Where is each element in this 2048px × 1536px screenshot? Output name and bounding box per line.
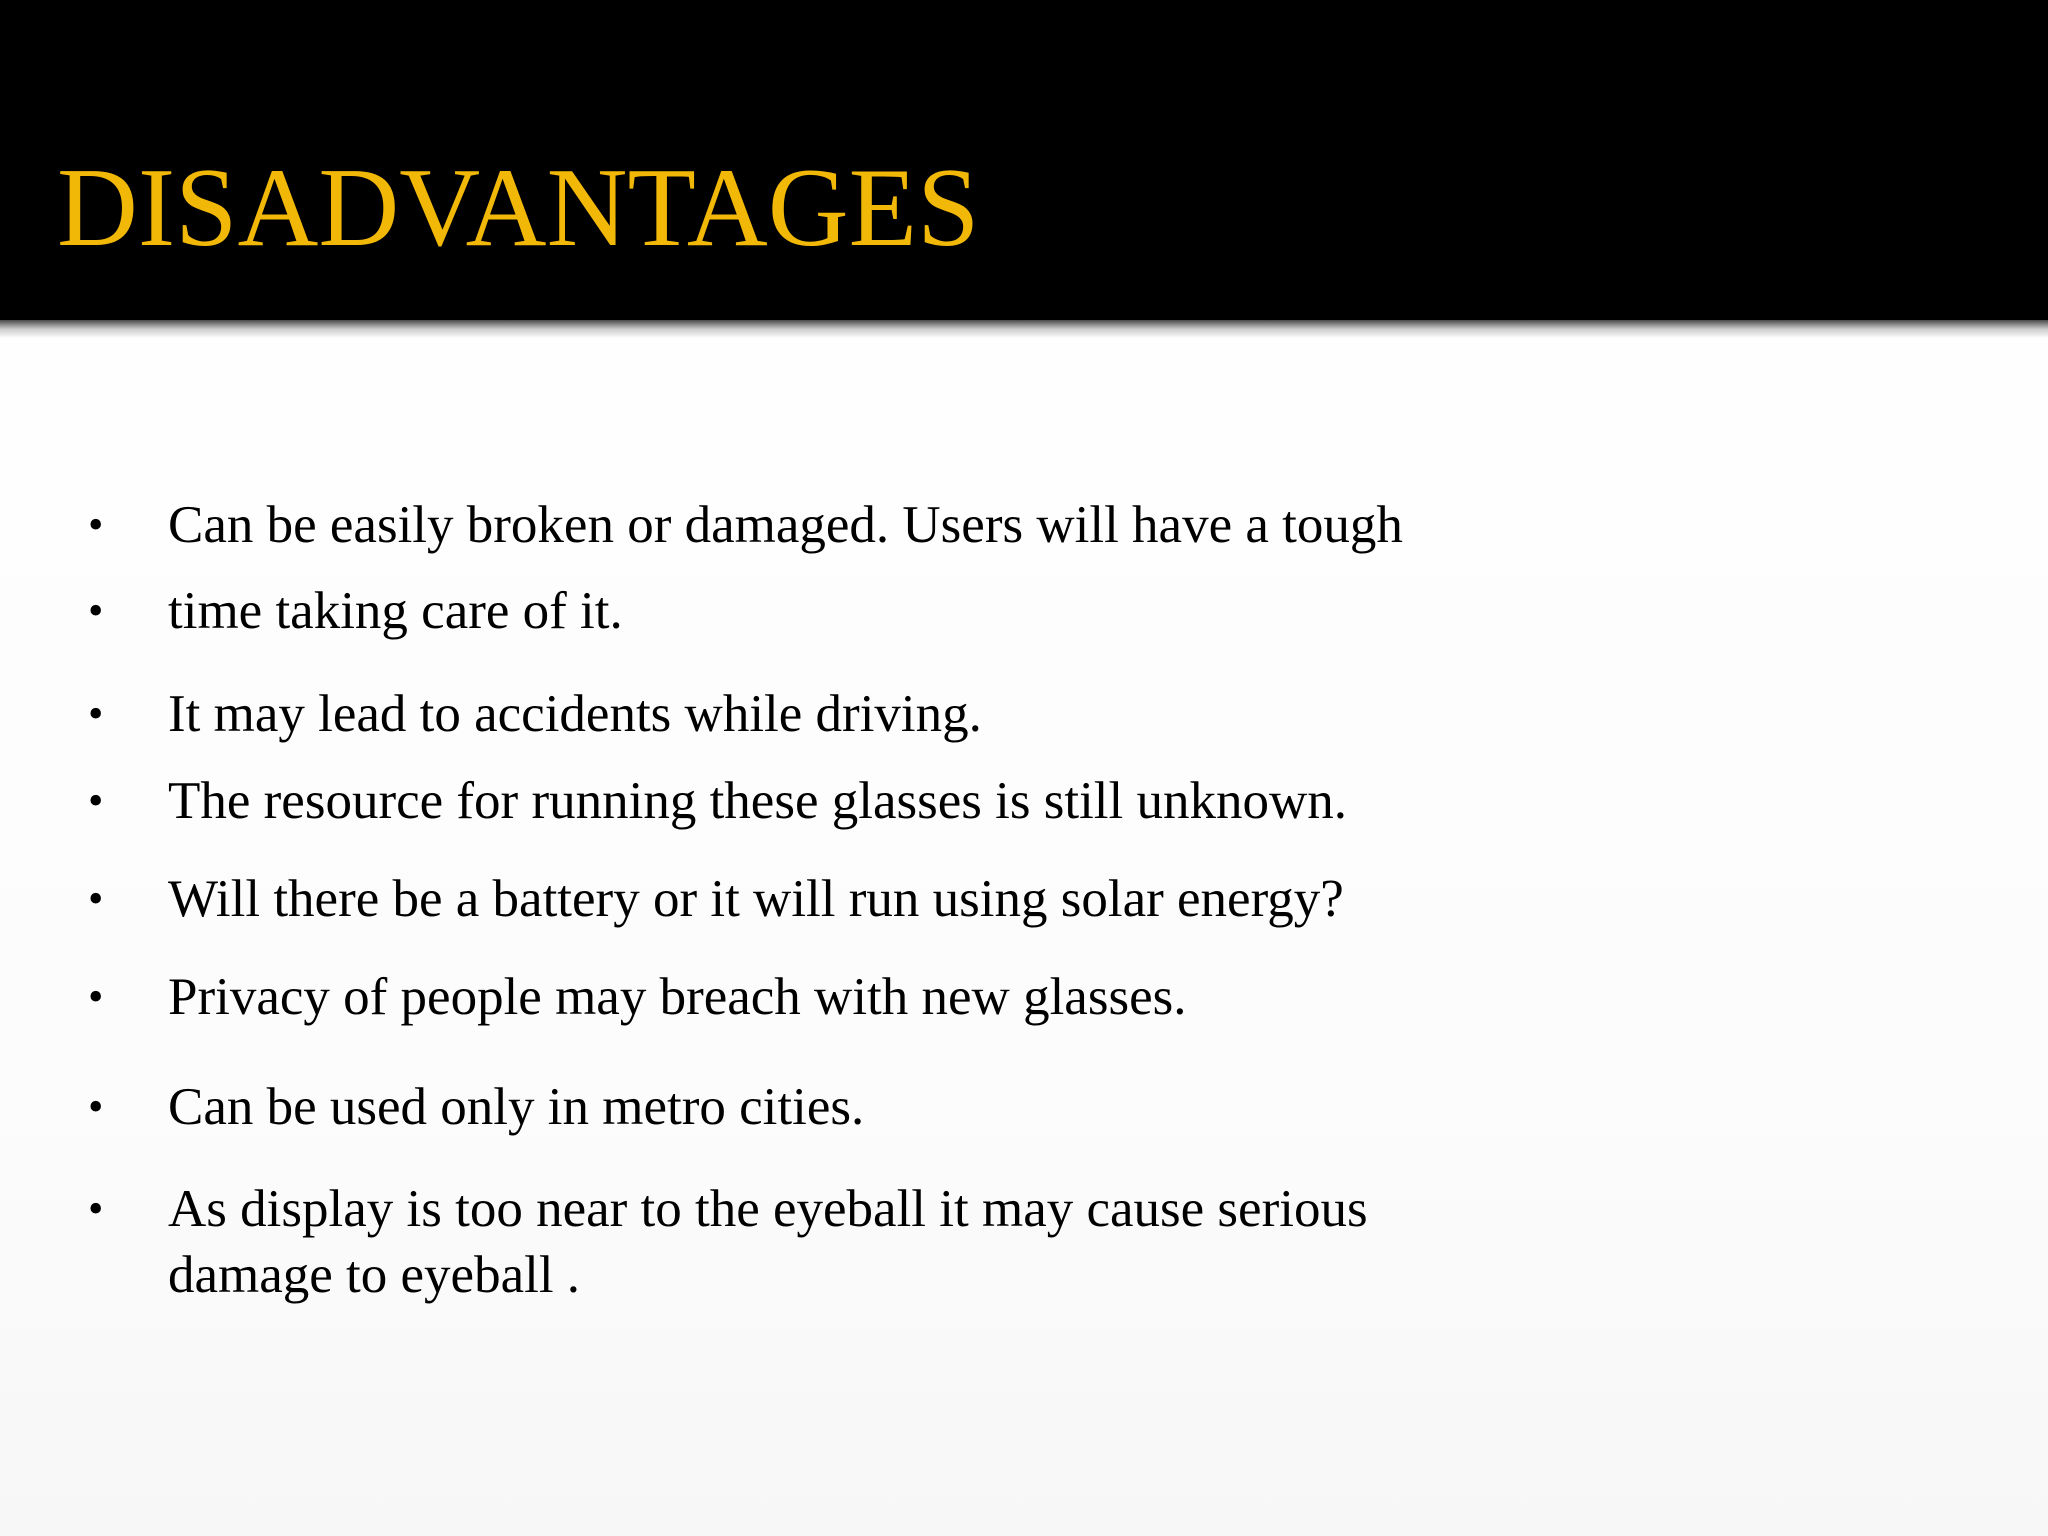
bullet-marker: •: [88, 1184, 104, 1233]
bullet-marker: •: [88, 776, 104, 825]
bullet-marker: •: [88, 972, 104, 1021]
bullet-text: time taking care of it.: [168, 582, 623, 640]
bullet-text: It may lead to accidents while driving.: [168, 685, 982, 743]
title-divider-shadow: [0, 330, 2048, 338]
bullet-marker: •: [88, 500, 104, 549]
bullet-marker: •: [88, 874, 104, 923]
bullet-text: Privacy of people may breach with new glasses.: [168, 968, 1187, 1026]
bullet-marker: •: [88, 689, 104, 738]
bullet-text: The resource for running these glasses is still unknown.: [168, 772, 1348, 830]
bullet-marker: •: [88, 586, 104, 635]
bullet-text: Will there be a battery or it will run using solar energy?: [168, 870, 1344, 928]
bullet-text: Can be easily broken or damaged. Users will have a tough: [168, 496, 1403, 554]
bullet-text-continuation: damage to eyeball .: [168, 1246, 581, 1304]
bullet-text: Can be used only in metro cities.: [168, 1078, 865, 1136]
bullet-text: As display is too near to the eyeball it may cause serious: [168, 1180, 1368, 1238]
title-divider: [0, 320, 2048, 330]
slide-title: DISADVANTAGES: [57, 146, 980, 270]
bullet-marker: •: [88, 1082, 104, 1131]
